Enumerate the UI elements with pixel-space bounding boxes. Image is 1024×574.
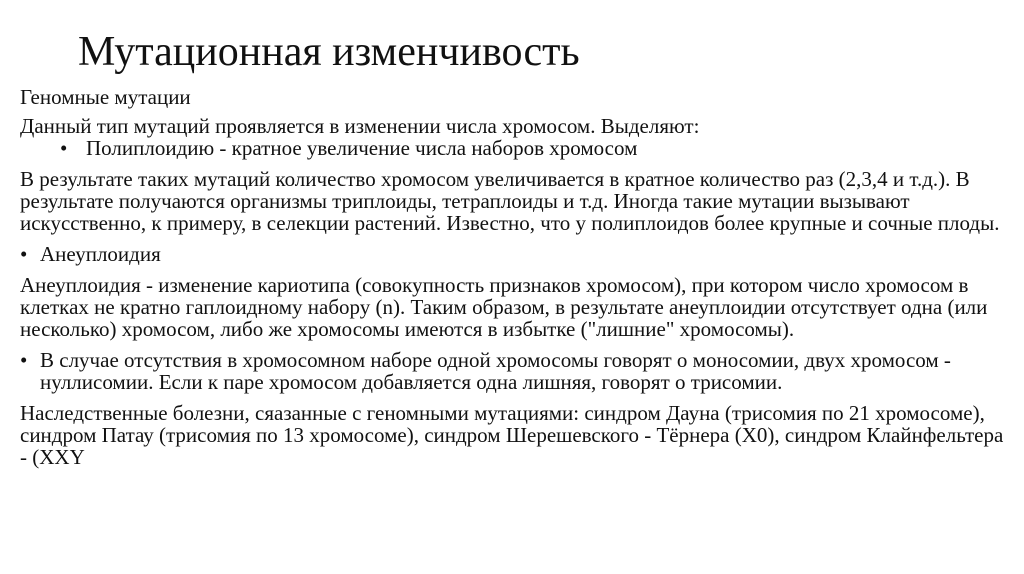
slide-content xyxy=(20,86,1010,468)
aneuploidy-paragraph: Анеуплоидия - изменение кариотипа (совокупность признаков хромосом), при котором число хромосом в клетках не кратно гаплоидному набору (n). Таким образом, в результате анеуплоидии отсутствует одна (или несколько) хромосом, либо же хромосомы имеются в избытке ("лишние" хромосомы). xyxy=(20,273,988,341)
bullet-icon: • xyxy=(60,136,68,160)
intro-paragraph: Данный тип мутаций проявляется в изменении числа хромосом. Выделяют: xyxy=(20,114,700,138)
polyploidy-bullet-text: Полиплоидию - кратное увеличение числа наборов хромосом xyxy=(86,136,638,160)
polyploidy-paragraph: В результате таких мутаций количество хромосом увеличивается в кратное количество раз (2,3,4 и т.д.). В результате получаются организмы триплоиды, тетраплоиды и т.д. Иногда такие мутации вызывают искусственно, к примеру, в селекции растений. Известно, что у полиплоидов более крупные и сочные плоды. xyxy=(20,167,1000,235)
monosomy-bullet xyxy=(20,349,1010,393)
bullet-icon: • xyxy=(20,348,28,372)
aneuploidy-bullet-text: Анеуплоидия xyxy=(40,242,161,266)
polyploidy-bullet xyxy=(60,137,1010,159)
hereditary-diseases-paragraph: Наследственные болезни, сяазанные с геномными мутациями: синдром Дауна (трисомия по 21 хромосоме), синдром Патау (трисомия по 13 хромосоме), синдром Шерешевского - Тёрнера (X0), синдром Клайнфельтера - (XXY xyxy=(20,401,1004,469)
monosomy-bullet-text: В случае отсутствия в хромосомном наборе одной хромосомы говорят о моносомии, двух хромосом - нуллисомии. Если к паре хромосом добавляется одна лишняя, говорят о трисомии. xyxy=(40,348,951,394)
bullet-icon: • xyxy=(20,242,28,266)
slide-title: Мутационная изменчивость xyxy=(78,29,580,75)
genomic-mutations-heading: Геномные мутации xyxy=(20,85,191,109)
aneuploidy-bullet xyxy=(20,243,1010,265)
